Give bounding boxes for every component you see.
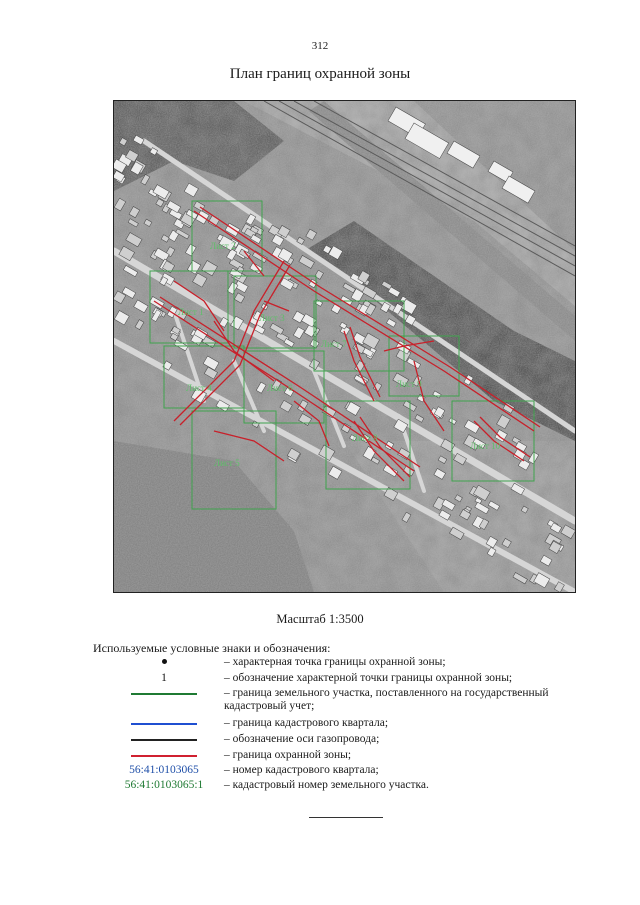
sheet-label: Лист 8: [352, 433, 378, 443]
legend-symbol-label: 56:41:0103065:1: [124, 779, 204, 791]
legend-symbol-line: [93, 717, 235, 730]
map-scale: Масштаб 1:3500: [276, 612, 364, 626]
sheet-label: Лист 3: [259, 313, 285, 323]
sheet-label: Лист 1: [178, 307, 204, 317]
aerial-map: [113, 100, 576, 593]
legend-symbol-line: [93, 687, 235, 700]
sheet-label: Лист 6: [267, 383, 293, 393]
legend-description: – граница земельного участка, поставленного на государственный кадастровый учет;: [224, 687, 549, 712]
legend-heading: Используемые условные знаки и обозначения:: [93, 641, 331, 655]
legend-symbol-line: [93, 733, 235, 746]
sheet-label: Лист 9: [396, 379, 422, 389]
legend-description: – граница кадастрового квартала;: [224, 717, 389, 729]
sheet-label: Лист 10: [470, 441, 501, 451]
sheet-label: Лист 7: [321, 339, 347, 349]
sheet-label: Лист 4: [186, 383, 212, 393]
legend-symbol-line: [93, 749, 235, 762]
legend-description: – обозначение оси газопровода;: [224, 733, 380, 745]
sheet-label: Лист 2: [210, 241, 236, 251]
legend-description: – граница охранной зоны;: [224, 749, 352, 761]
legend-symbol-point: [93, 656, 235, 669]
legend-symbol-label: 56:41:0103065: [129, 764, 199, 776]
legend-description: – кадастровый номер земельного участка.: [224, 779, 429, 791]
footer-rule: [309, 817, 383, 818]
sheet-label: Лист 5: [214, 458, 240, 468]
legend-description: – характерная точка границы охранной зоны;: [224, 656, 446, 668]
page-number: 312: [311, 40, 329, 52]
legend-symbol-label: 1: [161, 672, 167, 684]
legend-description: – номер кадастрового квартала;: [224, 764, 379, 776]
legend-description: – обозначение характерной точки границы охранной зоны;: [224, 672, 513, 684]
page-title: План границ охранной зоны: [229, 66, 411, 82]
